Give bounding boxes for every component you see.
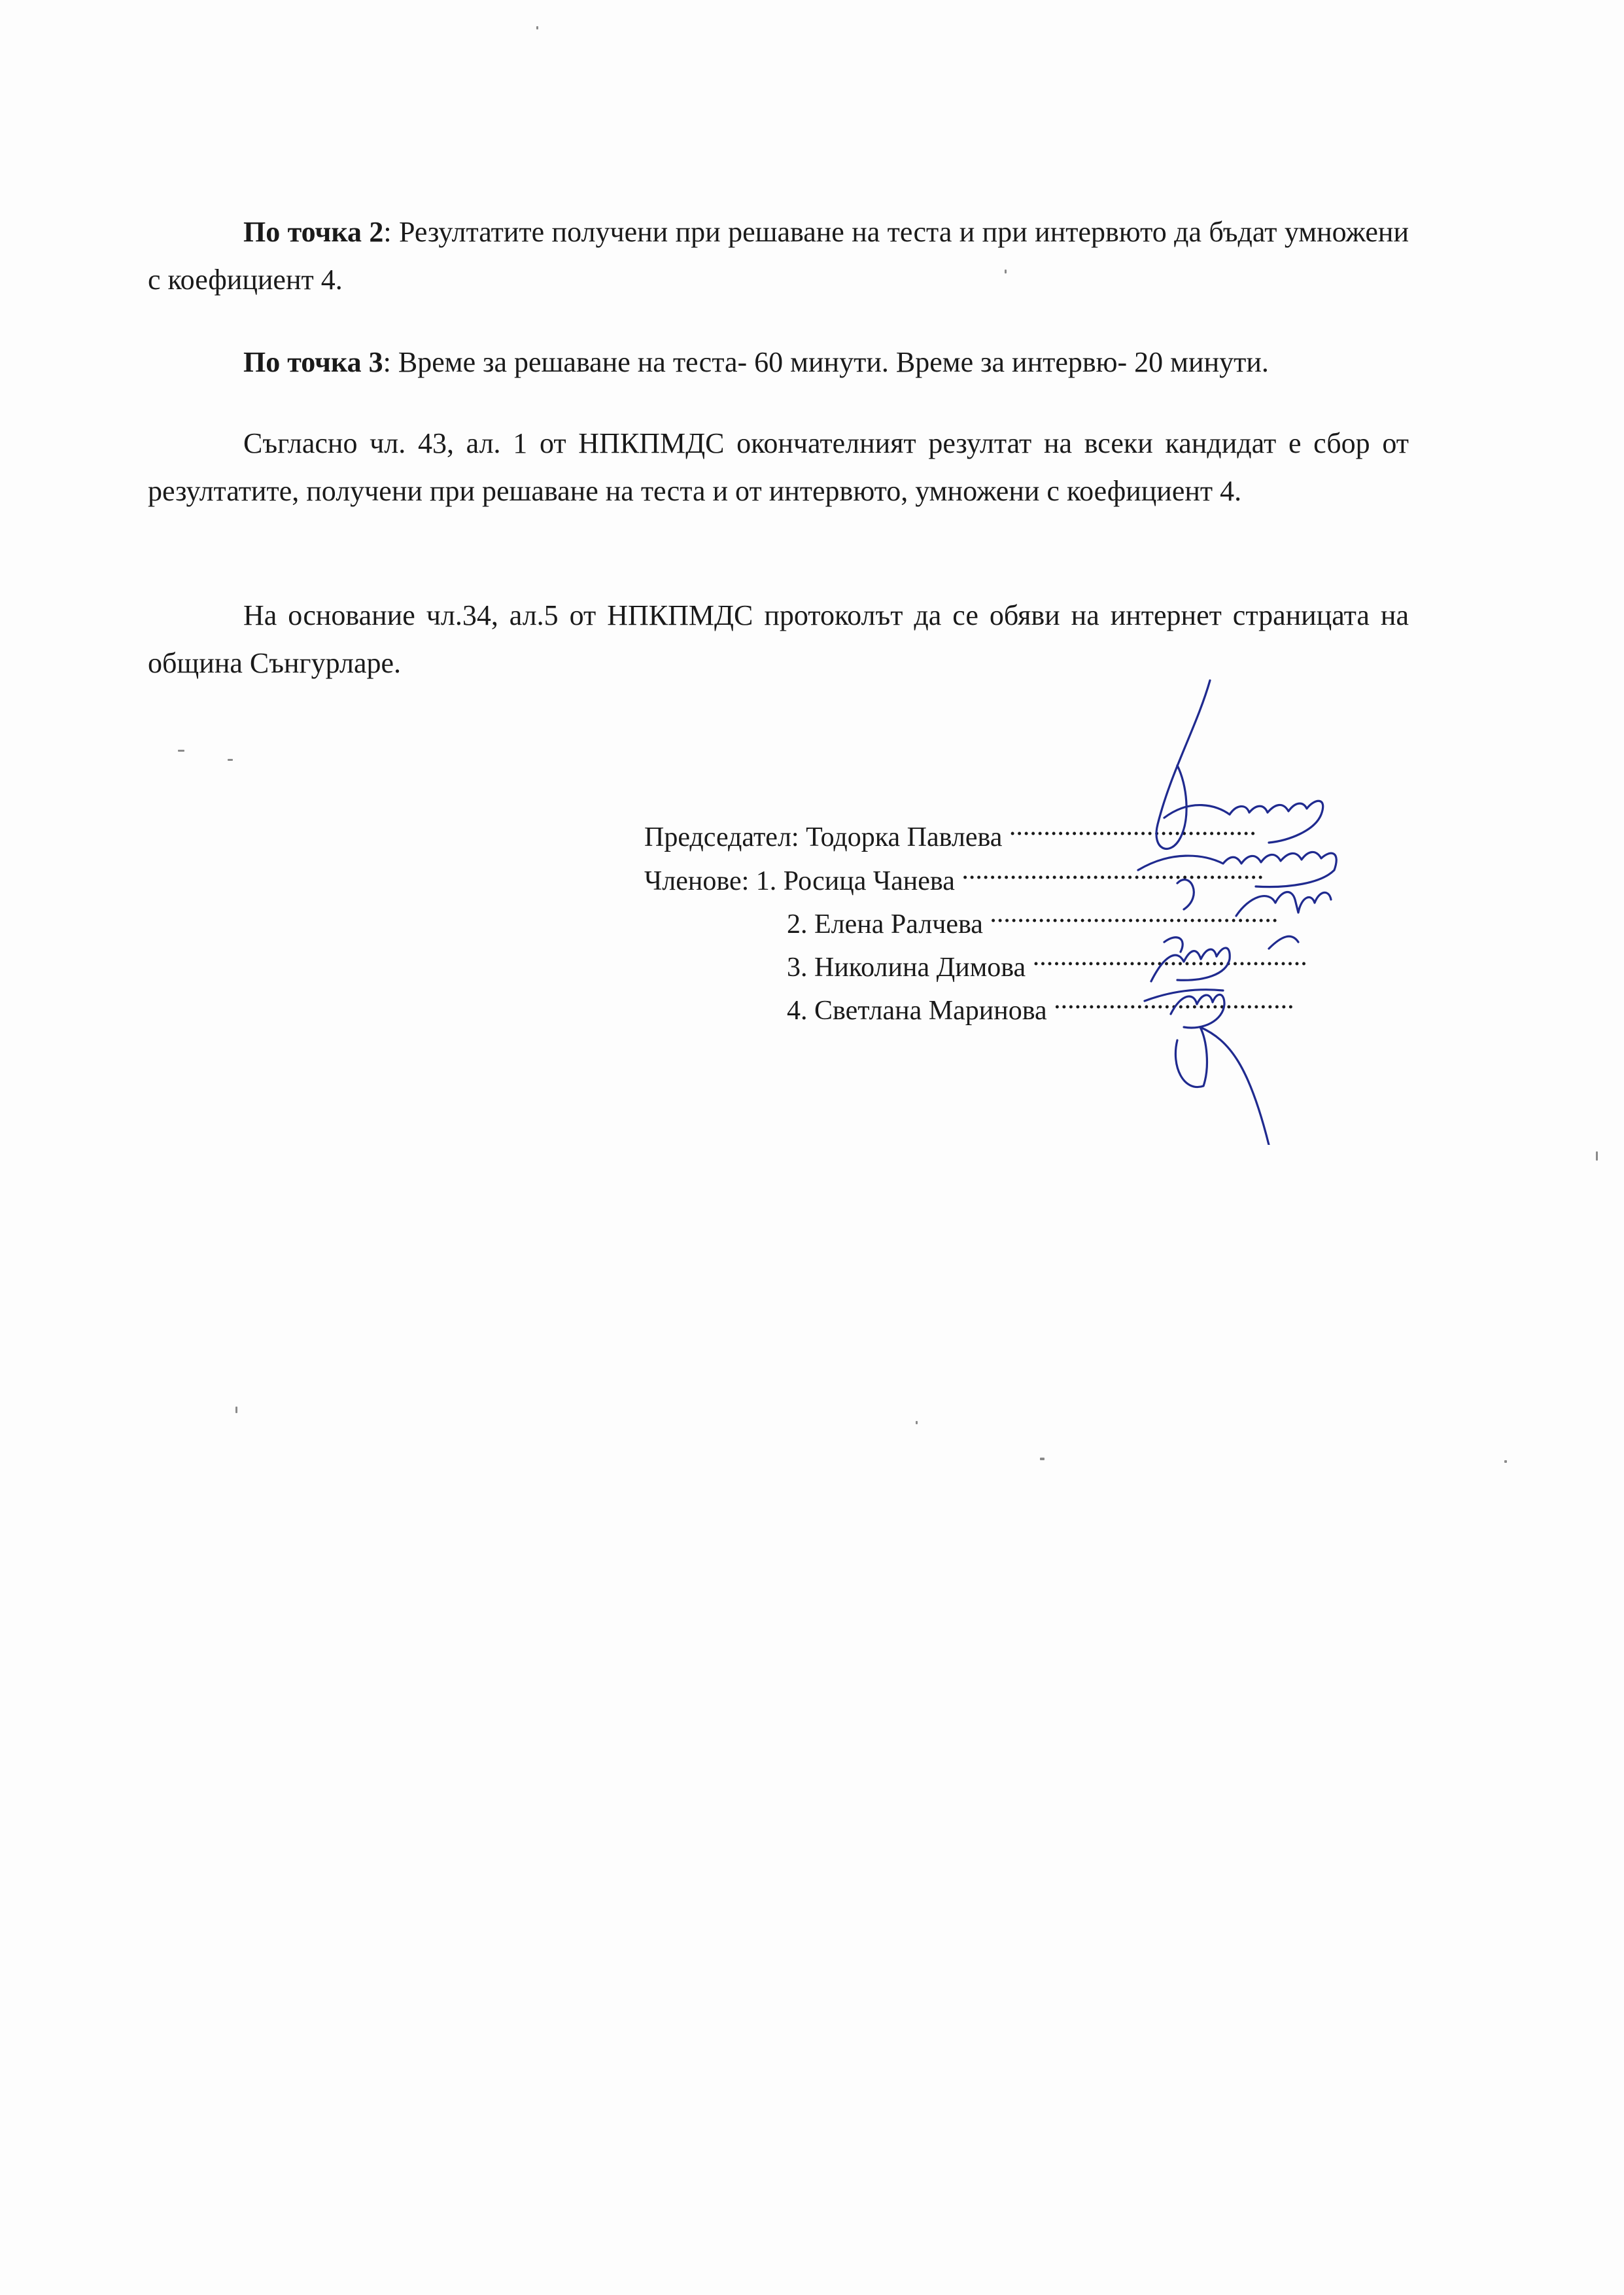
signatory-label: Членове: 1. Росица Чанева	[644, 866, 962, 896]
scan-speck	[1596, 1151, 1598, 1161]
point-3-heading: По точка 3	[243, 346, 383, 378]
point-2-text: : Резултатите получени при решаване на теста и при интервюто да бъдат умножени с коефициент 4.	[148, 216, 1409, 296]
point-2-heading: По точка 2	[243, 216, 384, 248]
signatory-label: 3. Николина Димова	[787, 953, 1033, 983]
scan-speck	[228, 759, 233, 761]
signature-member-1	[1138, 852, 1336, 909]
signature-member-3	[1145, 948, 1230, 1001]
signature-dots: ..........................................	[990, 898, 1279, 928]
signature-chair	[1156, 680, 1323, 849]
signatory-label: Председател: Тодорка Павлева	[644, 822, 1009, 852]
final-result-text: Съгласно чл. 43, ал. 1 от НПКПМДС окончателният резултат на всеки кандидат е сбор от резултатите, получени при решаване на теста и от интервюто, умножени с коефициент 4.	[148, 427, 1409, 507]
handwritten-signatures	[1073, 674, 1373, 1145]
signatory-label: 2. Елена Ралчева	[787, 909, 990, 939]
signatory-label: 4. Светлана Маринова	[787, 996, 1054, 1026]
scan-speck	[235, 1407, 237, 1413]
scan-speck	[536, 26, 538, 29]
signature-member-4	[1171, 994, 1269, 1145]
point-3-text: : Време за решаване на теста- 60 минути. Време за интервю- 20 минути.	[383, 346, 1269, 378]
paragraph-publication	[148, 591, 1409, 687]
scan-speck	[916, 1421, 918, 1424]
paragraph-point-2	[148, 208, 1409, 304]
scan-speck	[1040, 1458, 1045, 1460]
scan-speck	[1005, 270, 1007, 273]
signature-dots: ....................................	[1009, 811, 1256, 841]
publication-text: На основание чл.34, ал.5 от НПКПМДС протоколът да се обяви на интернет страницата на община Сънгурларе.	[148, 599, 1409, 679]
paragraph-point-3	[148, 338, 1409, 386]
signature-dots: ........................................	[1032, 941, 1307, 972]
signature-dots: ...................................	[1054, 985, 1294, 1015]
scan-speck	[178, 750, 184, 752]
paragraph-final-result	[148, 419, 1409, 515]
signature-member-2	[1164, 892, 1331, 952]
signature-dots: ............................................	[961, 855, 1264, 885]
scan-speck	[1504, 1460, 1507, 1463]
